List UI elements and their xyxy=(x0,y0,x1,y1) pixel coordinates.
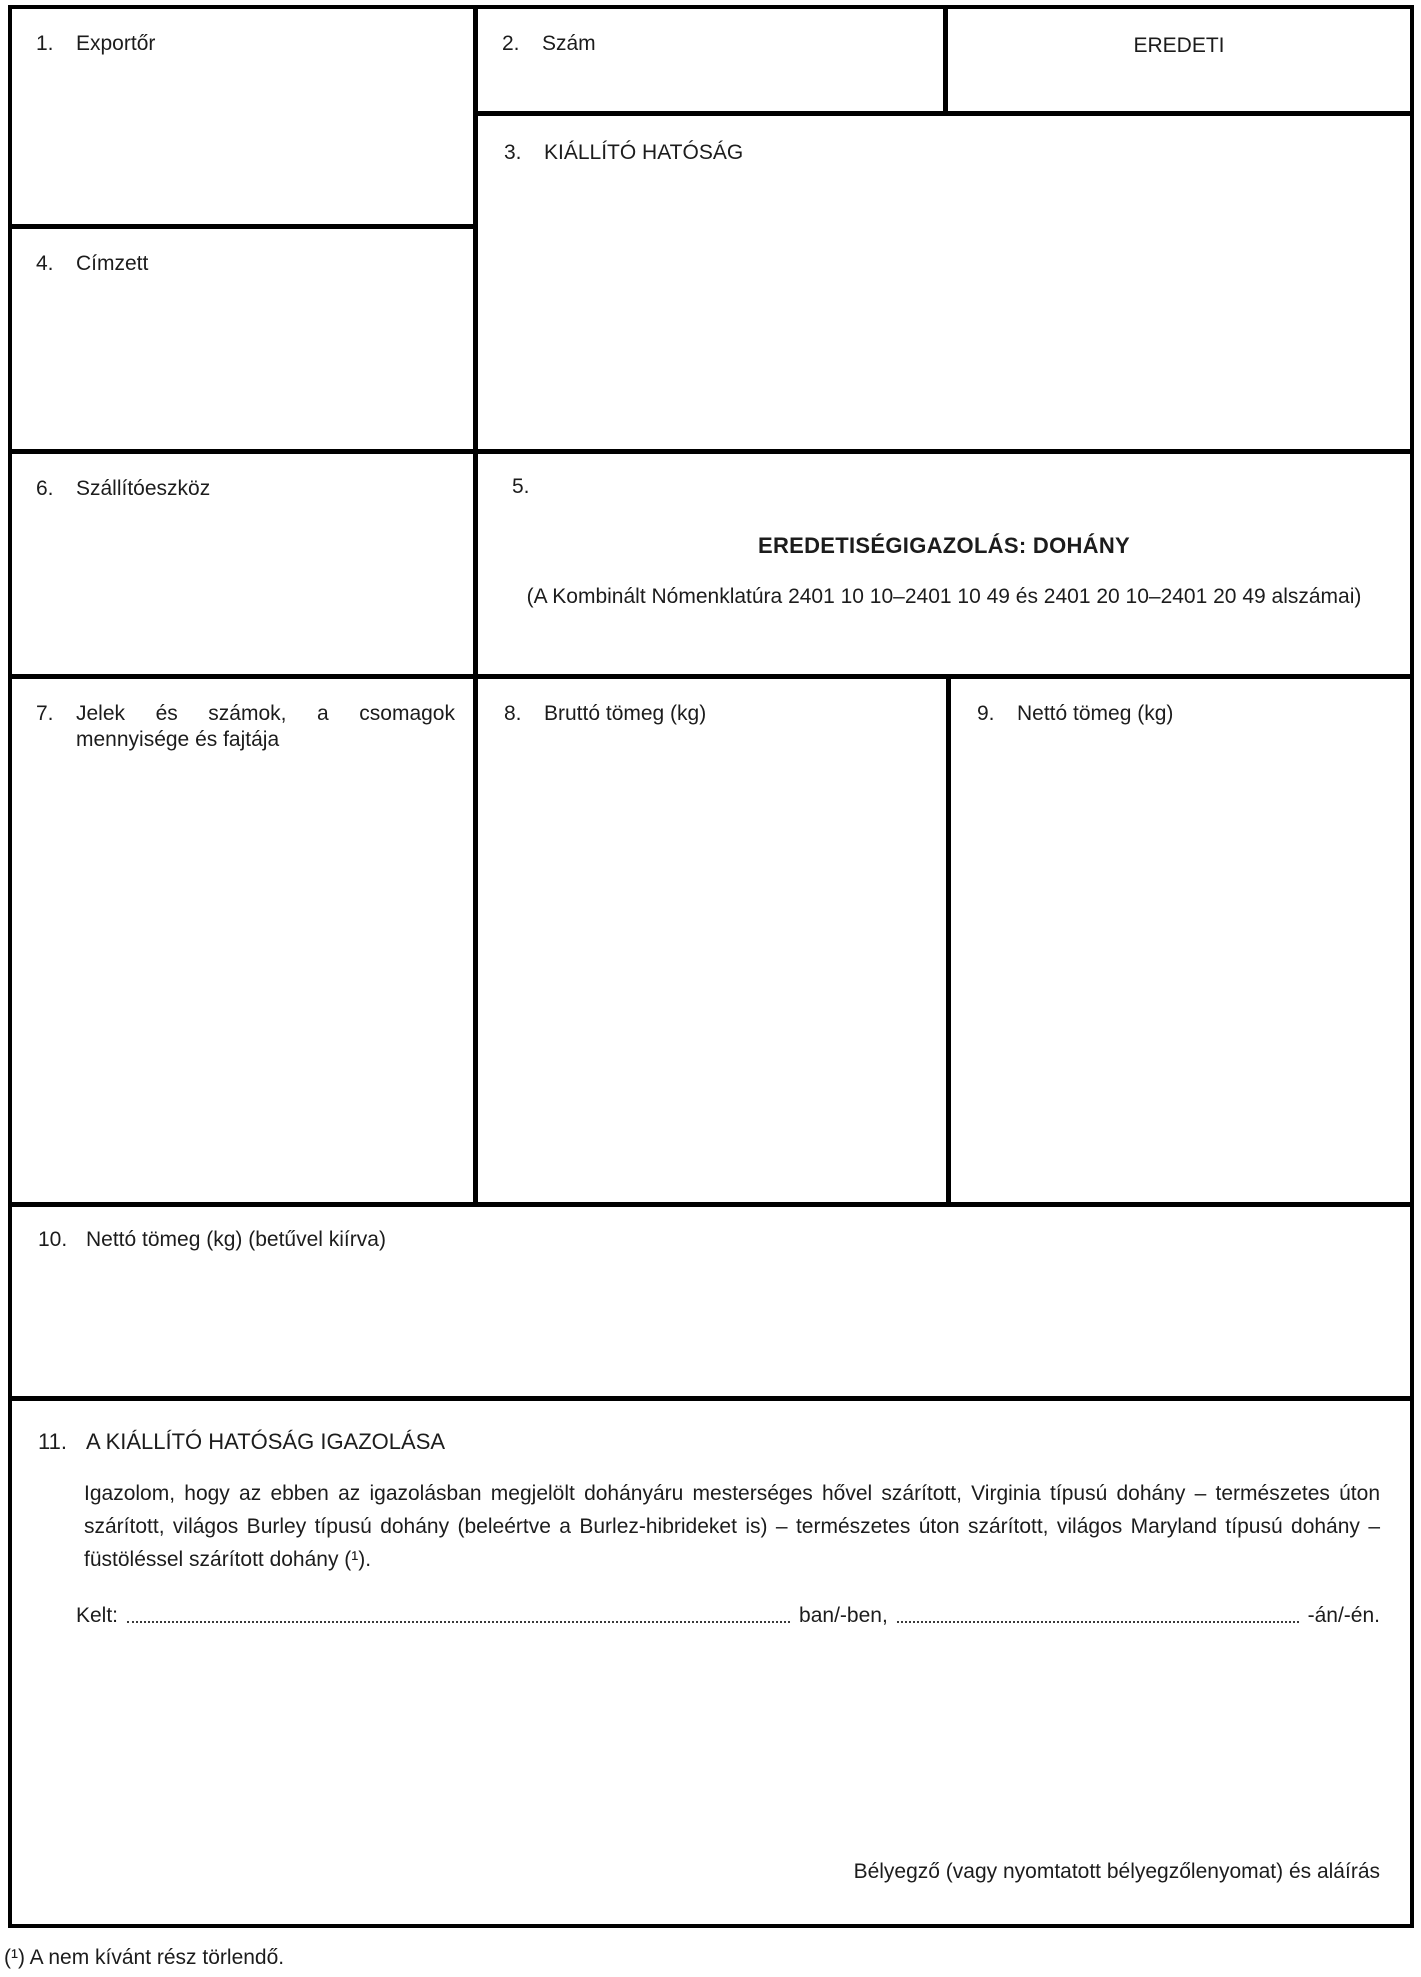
box-number: 8. xyxy=(504,702,522,725)
box-number: 7. xyxy=(36,702,54,725)
box-8-gross-weight xyxy=(474,675,950,1206)
box-2-number xyxy=(474,5,947,115)
date-day-fill-line xyxy=(897,1609,1299,1623)
box-3-issuing-authority xyxy=(474,112,1414,453)
box-number: 10. xyxy=(38,1228,68,1251)
certificate-title: EREDETISÉGIGAZOLÁS: DOHÁNY xyxy=(757,533,1131,558)
box-label: Nettó tömeg (kg) xyxy=(1017,702,1174,725)
box-number: 4. xyxy=(36,252,54,275)
box-label: Exportőr xyxy=(76,32,156,55)
certification-heading: A KIÁLLÍTÓ HATÓSÁG IGAZOLÁSA xyxy=(86,1429,446,1454)
box-4-consignee xyxy=(8,225,477,453)
box-9-net-weight xyxy=(947,675,1414,1206)
original-label: EREDETI xyxy=(1133,34,1225,57)
footnote: (¹) A nem kívánt rész törlendő. xyxy=(4,1946,285,1969)
signature-caption: Bélyegző (vagy nyomtatott bélyegzőlenyomat) és aláírás xyxy=(853,1860,1380,1883)
date-line xyxy=(76,1604,1380,1628)
date-suffix-label: -án/-én. xyxy=(1307,1604,1380,1627)
box-10-net-weight-words xyxy=(8,1203,1414,1400)
box-label: KIÁLLÍTÓ HATÓSÁG xyxy=(544,141,744,164)
box-number: 5. xyxy=(512,475,530,498)
box-11-certification xyxy=(8,1397,1414,1928)
box-number: 11. xyxy=(38,1429,67,1454)
box-label: Nettó tömeg (kg) (betűvel kiírva) xyxy=(86,1228,386,1251)
box-7-marks-numbers xyxy=(8,675,477,1206)
box-label: Szám xyxy=(542,32,596,55)
box-label: Címzett xyxy=(76,252,149,275)
box-1-exporter xyxy=(8,5,477,228)
box-number: 2. xyxy=(502,32,520,55)
date-prefix-label: Kelt: xyxy=(76,1604,119,1627)
box-number: 6. xyxy=(36,477,54,500)
certification-text: Igazolom, hogy az ebben az igazolásban megjelölt dohányáru mesterséges hővel szárított, Virginia típusú dohány – természetes úton szárított, világos Burley típusú dohány (beleértve a Burlez-hibrideket is) – természetes úton szárított, világos Maryland típusú dohány – füstöléssel szárított dohány (¹). xyxy=(84,1482,1380,1571)
box-6-transport xyxy=(8,450,477,678)
box-number: 9. xyxy=(977,702,995,725)
box-number: 3. xyxy=(504,141,522,164)
certificate-subtitle: (A Kombinált Nómenklatúra 2401 10 10–2401 10 49 és 2401 20 10–2401 20 49 alszámai) xyxy=(526,585,1362,608)
box-label: Bruttó tömeg (kg) xyxy=(544,702,707,725)
box-label: Jelek és számok, a csomagok mennyisége és fajtája xyxy=(76,702,455,751)
box-5-certificate xyxy=(474,450,1414,678)
date-place-fill-line xyxy=(127,1609,790,1623)
box-original-marker xyxy=(944,5,1414,115)
box-label: Szállítóeszköz xyxy=(76,477,211,500)
date-middle-label: ban/-ben, xyxy=(799,1604,888,1627)
box-number: 1. xyxy=(36,32,54,55)
